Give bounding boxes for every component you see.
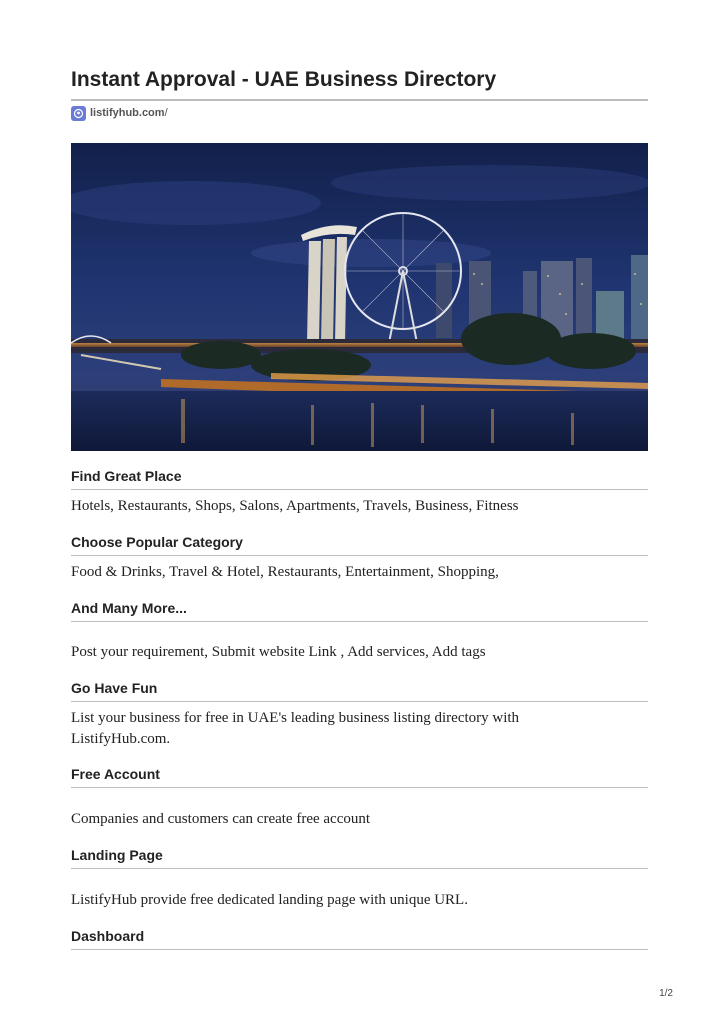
title-divider xyxy=(71,99,648,101)
section-heading: Dashboard xyxy=(71,928,145,944)
section-text: Hotels, Restaurants, Shops, Salons, Apartments, Travels, Business, Fitness xyxy=(71,498,519,514)
section-divider xyxy=(71,868,648,869)
section-find-great-place xyxy=(71,467,648,490)
section-and-many-more xyxy=(71,599,648,622)
source-link-row[interactable] xyxy=(71,105,168,121)
section-divider xyxy=(71,701,648,702)
section-divider xyxy=(71,621,648,622)
section-text: Post your requirement, Submit website Link , Add services, Add tags xyxy=(71,644,486,660)
section-divider xyxy=(71,555,648,556)
section-divider xyxy=(71,489,648,490)
section-text: ListifyHub provide free dedicated landing page with unique URL. xyxy=(71,892,468,908)
section-divider xyxy=(71,787,648,788)
section-heading: Choose Popular Category xyxy=(71,534,243,550)
section-text: List your business for free in UAE's leading business listing directory with ListifyHub.com. xyxy=(71,710,520,747)
section-heading: Landing Page xyxy=(71,847,163,863)
section-heading: Free Account xyxy=(71,766,160,782)
section-heading: Go Have Fun xyxy=(71,680,158,696)
source-path: / xyxy=(164,107,168,119)
source-domain: listifyhub.com xyxy=(90,107,165,119)
section-divider xyxy=(71,949,648,950)
page-number: 1/2 xyxy=(659,988,673,999)
section-landing-page xyxy=(71,846,648,869)
section-heading: And Many More... xyxy=(71,600,187,616)
city-skyline-image xyxy=(71,143,648,451)
section-free-account xyxy=(71,765,648,788)
section-text: Food & Drinks, Travel & Hotel, Restaurants, Entertainment, Shopping, xyxy=(71,564,499,580)
section-text: Companies and customers can create free account xyxy=(71,811,371,827)
section-heading: Find Great Place xyxy=(71,468,182,484)
section-choose-popular-category xyxy=(71,533,648,556)
source-link[interactable] xyxy=(90,107,168,119)
page-title: Instant Approval - UAE Business Directory xyxy=(71,68,497,91)
section-dashboard xyxy=(71,927,648,950)
section-go-have-fun xyxy=(71,679,648,702)
site-favicon-icon xyxy=(71,106,86,121)
